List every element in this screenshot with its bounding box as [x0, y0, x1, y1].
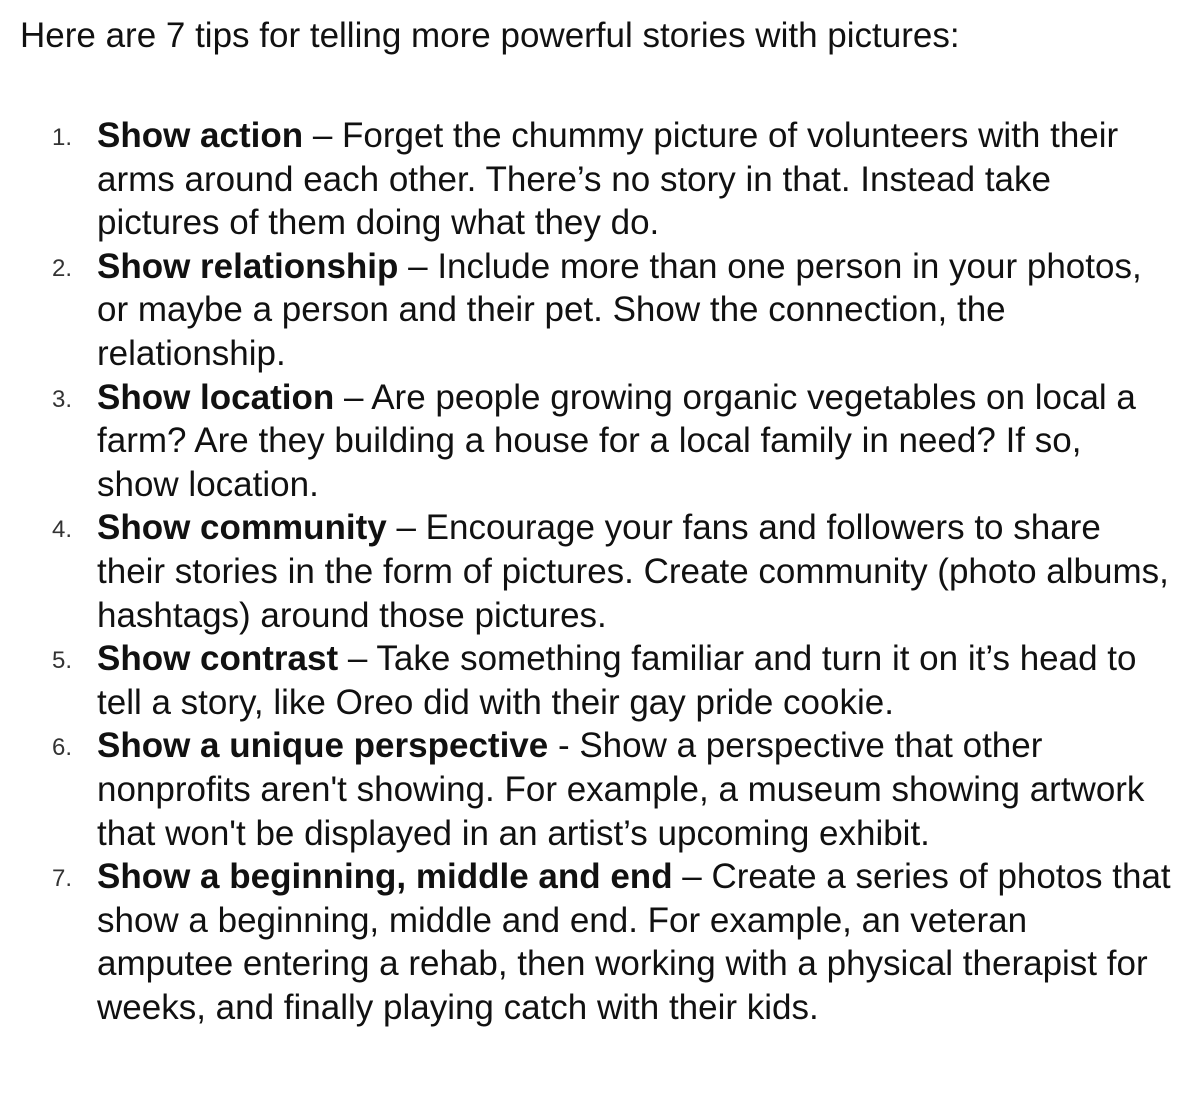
tips-list — [52, 114, 1172, 1029]
tip-title: Show action — [97, 116, 304, 155]
tip-text — [97, 855, 1172, 1029]
tip-number: 3. — [52, 385, 73, 413]
tip-text — [97, 724, 1172, 855]
tip-title: Show relationship — [97, 246, 399, 286]
tip-item — [52, 376, 1172, 507]
tip-item — [52, 506, 1172, 637]
tip-item — [52, 724, 1172, 855]
tip-item — [52, 855, 1172, 1029]
tip-title: Show contrast — [97, 639, 339, 679]
tip-body: - Show a perspective that other nonprofits aren't showing. For example, a museum showing artwork that won't be displayed in an artist’s upcoming exhibit. — [97, 726, 1145, 853]
tip-item — [52, 245, 1172, 376]
tip-body: – Are people growing organic vegetables on local a farm? Are they building a house for a local family in need? If so, show location. — [97, 377, 1136, 504]
tip-body: – Create a series of photos that show a beginning, middle and end. For example, an veteran amputee entering a rehab, then working with a physical therapist for weeks, and finally playing catch with their kids. — [97, 857, 1171, 1027]
tip-number: 4. — [52, 516, 73, 544]
tip-text — [97, 245, 1172, 376]
tip-item — [52, 114, 1172, 245]
tip-title: Show community — [97, 508, 387, 548]
tip-number: 5. — [52, 647, 73, 675]
tip-item — [52, 637, 1172, 724]
intro-text: Here are 7 tips for telling more powerful stories with pictures: — [20, 16, 960, 55]
tip-title: Show a unique perspective — [97, 726, 549, 766]
tip-text — [97, 637, 1172, 724]
tip-number: 6. — [52, 734, 73, 762]
tip-text — [97, 114, 1172, 245]
tip-body: – Take something familiar and turn it on it’s head to tell a story, like Oreo did with their gay pride cookie. — [97, 639, 1137, 722]
tip-number: 7. — [52, 865, 73, 893]
tip-number: 1. — [52, 124, 73, 151]
tip-body: – Forget the chummy picture of volunteers with their arms around each other. There’s no story in that. Instead take pictures of them doing what they do. — [97, 116, 1119, 243]
tip-text — [97, 506, 1172, 637]
tip-text — [97, 376, 1172, 507]
tip-title: Show a beginning, middle and end — [97, 857, 673, 897]
tip-number: 2. — [52, 254, 73, 282]
tip-body: – Encourage your fans and followers to share their stories in the form of pictures. Create community (photo albums, hashtags) around those pictures. — [97, 508, 1169, 635]
tip-body: – Include more than one person in your photos, or maybe a person and their pet. Show the connection, the relationship. — [97, 246, 1142, 373]
tip-title: Show location — [97, 377, 335, 417]
